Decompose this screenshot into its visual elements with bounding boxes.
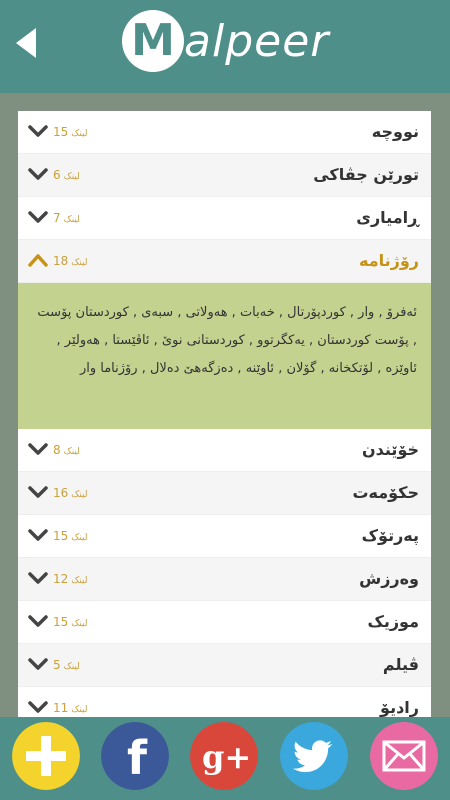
category-title: وەرزش (359, 569, 419, 588)
link-count-value: 15 (53, 529, 69, 543)
link-count (53, 558, 88, 600)
category-title: ڕامیاری (356, 208, 419, 227)
email-button[interactable] (370, 722, 438, 790)
link-count-unit: لینک (71, 258, 88, 268)
facebook-icon (101, 722, 169, 790)
expanded-links-panel[interactable]: ئەفرۆ , وار , کوردپۆرتال , خەبات , هەولاتی , سبەی , کوردستان پۆست , پۆست کوردستان , یەکگرتوو , کوردستانی نوێ , ئاڤێستا , هەولێر , ئاوێزە , لۆتکخانە , گۆلان , ئاوێنە , دەزگەهێ دەلال , رۆژناما وار (18, 283, 431, 429)
link-count-value: 5 (53, 658, 61, 672)
chevron-down-icon (28, 527, 48, 543)
category-title: تورێن جڤاکی (313, 165, 419, 184)
twitter-icon (280, 722, 348, 790)
link-count-unit: لینک (63, 172, 80, 182)
link-count-unit: لینک (71, 619, 88, 629)
link-count (53, 515, 88, 557)
chevron-down-icon (28, 656, 48, 672)
google-plus-icon (190, 722, 258, 790)
app-header (0, 0, 450, 93)
category-title: موزیک (367, 612, 419, 631)
chevron-down-icon (28, 613, 48, 629)
google-plus-button[interactable] (190, 722, 258, 790)
link-count-unit: لینک (71, 576, 88, 586)
chevron-down-icon (28, 123, 48, 139)
link-count-value: 12 (53, 572, 69, 586)
link-count-value: 7 (53, 211, 61, 225)
chevron-up-icon (28, 252, 48, 268)
app-logo (122, 10, 342, 74)
category-title: رۆژنامە (359, 251, 419, 270)
category-row[interactable] (18, 111, 431, 154)
link-count-value: 15 (53, 125, 69, 139)
category-row[interactable] (18, 687, 431, 717)
share-bar (0, 717, 450, 800)
link-count-value: 8 (53, 443, 61, 457)
category-row[interactable] (18, 601, 431, 644)
category-title: نووچە (371, 122, 419, 141)
category-row[interactable] (18, 429, 431, 472)
link-count-unit: لینک (63, 215, 80, 225)
link-count-unit: لینک (71, 490, 88, 500)
category-list (18, 111, 431, 717)
category-title: خۆێندن (362, 440, 419, 459)
twitter-button[interactable] (280, 722, 348, 790)
link-count-unit: لینک (63, 662, 80, 672)
category-row[interactable] (18, 197, 431, 240)
link-count-value: 6 (53, 168, 61, 182)
link-count-unit: لینک (71, 533, 88, 543)
link-count-value: 16 (53, 486, 69, 500)
link-count-unit: لینک (63, 447, 80, 457)
logo-text: alpeer (184, 16, 330, 67)
back-arrow-icon[interactable] (12, 26, 42, 60)
logo-letter: M (131, 15, 175, 66)
chevron-down-icon (28, 570, 48, 586)
link-count-unit: لینک (71, 129, 88, 139)
category-row[interactable] (18, 154, 431, 197)
link-count (53, 687, 88, 717)
link-count (53, 240, 88, 282)
category-title: رادیۆ (380, 698, 419, 717)
chevron-down-icon (28, 209, 48, 225)
svg-text:g+: g+ (202, 738, 252, 776)
link-count (53, 111, 88, 153)
plus-button[interactable] (12, 722, 80, 790)
link-count-value: 11 (53, 701, 69, 715)
plus-icon (12, 722, 80, 790)
category-title: حکۆمەت (352, 483, 419, 502)
category-row[interactable] (18, 644, 431, 687)
chevron-down-icon (28, 484, 48, 500)
email-icon (370, 722, 438, 790)
link-count (53, 197, 80, 239)
link-count-value: 15 (53, 615, 69, 629)
link-count (53, 472, 88, 514)
link-count (53, 644, 80, 686)
svg-text:f: f (127, 731, 148, 785)
category-row[interactable] (18, 240, 431, 283)
chevron-down-icon (28, 166, 48, 182)
chevron-down-icon (28, 441, 48, 457)
link-count-value: 18 (53, 254, 69, 268)
link-count (53, 601, 88, 643)
link-count (53, 154, 80, 196)
category-row[interactable] (18, 472, 431, 515)
chevron-down-icon (28, 699, 48, 715)
link-count-unit: لینک (71, 705, 88, 715)
facebook-button[interactable] (101, 722, 169, 790)
category-row[interactable] (18, 515, 431, 558)
category-title: ڤیلم (382, 655, 419, 674)
category-row[interactable] (18, 558, 431, 601)
link-count (53, 429, 80, 471)
category-title: پەرتۆک (361, 526, 419, 545)
